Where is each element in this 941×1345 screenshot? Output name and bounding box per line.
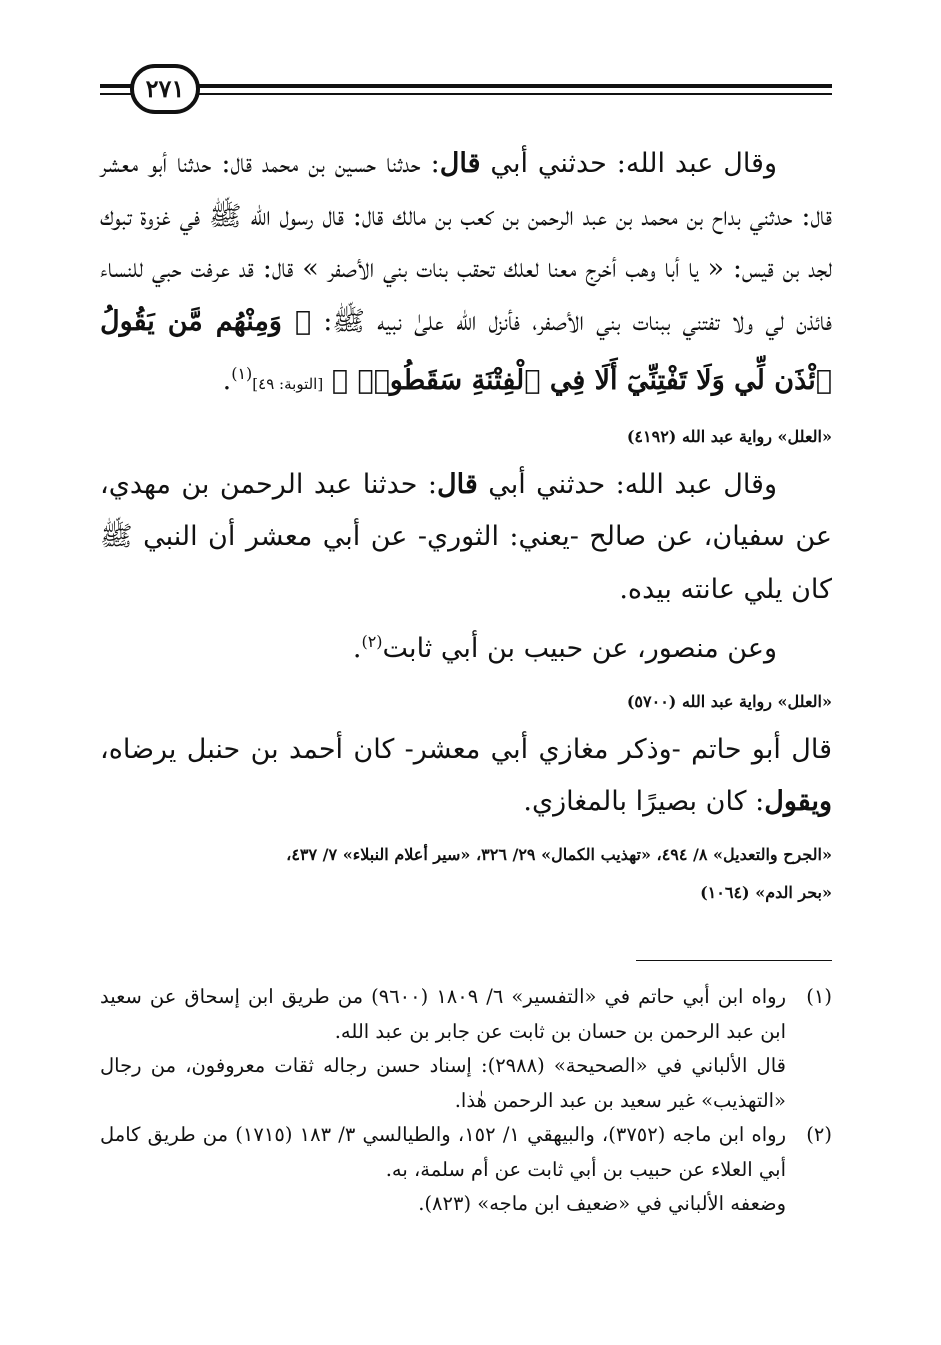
source-reference: «بحر الدم» (١٠٦٤)	[700, 882, 832, 902]
main-content	[100, 138, 832, 915]
header-rule-left-thin	[100, 93, 132, 95]
paragraph-end: .	[222, 365, 232, 396]
page-header	[100, 62, 832, 118]
paragraph-text: : حدثنا عبد الرحمن بن مهدي، عن سفيان، عن صالح -يعني: الثوري- عن أبي معشر أن النبي ﷺ كان يلي عانته بيده.	[100, 468, 832, 605]
paragraph-text: وعن منصور، عن حبيب بن أبي ثابت	[382, 633, 777, 664]
header-rule-right-thick	[196, 84, 832, 88]
paragraph-text: قال أبو حاتم -وذكر مغازي أبي معشر- كان أحمد بن حنبل يرضاه،	[100, 733, 832, 765]
header-rule-left-thick	[100, 84, 132, 88]
paragraph-2	[100, 459, 832, 617]
footnote-line: قال الألباني في «الصحيحة» (٢٩٨٨): إسناد حسن رجاله ثقات معروفون، من رجال «التهذيب» غير سعيد بن عبد الرحمن هٰذا.	[100, 1054, 786, 1112]
footnote-body	[100, 980, 786, 1118]
footnote-mark: (٢)	[361, 632, 383, 651]
paragraph-3	[100, 616, 832, 676]
paragraph-1	[100, 138, 832, 411]
bold-word: ويقول	[764, 786, 832, 817]
paragraph-end: .	[352, 633, 362, 664]
quran-verse: ﴿ وَمِنْهُم مَّن يَقُولُ ٱئْذَن لِّي وَلَا تَفْتِنِّيٓ أَلَا فِي ٱلْفِتْنَةِ سَقَطُوا۟ ﴾	[100, 305, 832, 396]
bold-word: قال	[439, 148, 481, 179]
quran-reference: [التوبة: ٤٩]	[252, 375, 324, 393]
footnote-line: وضعفه الألباني في «ضعيف ابن ماجه» (٨٢٣).	[418, 1192, 786, 1215]
source-reference: «الجرح والتعديل» ٨/ ٤٩٤، «تهذيب الكمال» ٢٩/ ٣٢٦، «سير أعلام النبلاء» ٧/ ٤٣٧،	[286, 844, 832, 864]
source-reference: «العلل» رواية عبد الله (٤١٩٢)	[626, 426, 832, 446]
footnote-line: رواه ابن أبي حاتم في «التفسير» ٦/ ١٨٠٩ (٩٦٠٠) من طريق ابن إسحاق عن سعيد ابن عبد الرحمن بن حسان بن ثابت عن جابر بن عبد الله.	[100, 985, 786, 1043]
footnote	[100, 980, 832, 1118]
bold-word: قال	[437, 468, 478, 500]
paragraph-4	[100, 724, 832, 829]
source-reference: «العلل» رواية عبد الله (٥٧٠٠)	[626, 691, 832, 711]
paragraph-text: وقال عبد الله: حدثني أبي	[480, 148, 777, 179]
footnote-separator	[636, 960, 832, 961]
footnote-mark: (١)	[231, 364, 253, 383]
paragraph-text: : حدثنا حسين بن محمد قال: حدثنا أبو معشر قال: حدثني بداح بن محمد بن عبد الرحمن بن كعب بن مالك قال: قال رسول الله ﷺ في غزوة تبوك لجد بن قيس: « يا أبا وهب أخرج معنا لعلك تحقب بنات بني الأصفر » قال: قد عرفت حبي للنساء فائذن لي ولا تفتني ببنات بني الأصفر، فأنزل الله علىٰ نبيه ﷺ:	[100, 148, 832, 337]
paragraph-text: : كان بصيرًا بالمغازي.	[523, 786, 765, 817]
footnote	[100, 1118, 832, 1222]
paragraph-text: وقال عبد الله: حدثني أبي	[477, 468, 778, 500]
footnote-number: (١)	[806, 985, 832, 1008]
footnote-body	[100, 1118, 786, 1222]
footnotes	[100, 980, 832, 1222]
page-number: ٢٧١	[130, 64, 200, 114]
footnote-number: (٢)	[806, 1123, 832, 1146]
header-rule-right-thin	[196, 93, 832, 95]
footnote-line: رواه ابن ماجه (٣٧٥٢)، والبيهقي ١/ ١٥٢، والطيالسي ٣/ ١٨٣ (١٧١٥) من طريق كامل أبي العلاء عن حبيب بن أبي ثابت عن أم سلمة، به.	[100, 1123, 787, 1181]
